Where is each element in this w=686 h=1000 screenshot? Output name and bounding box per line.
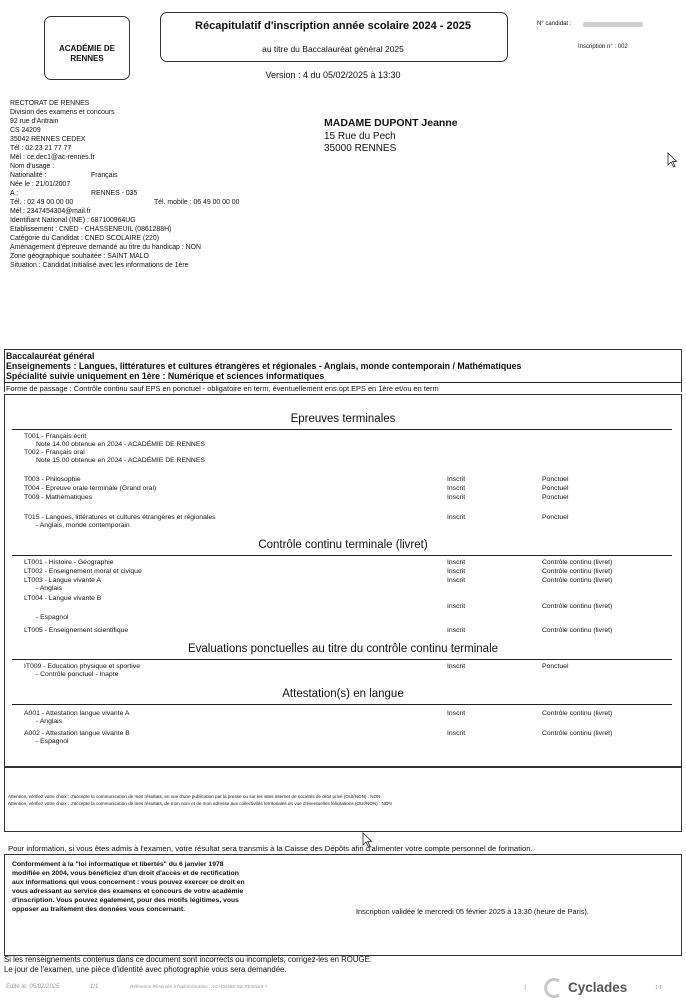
course-form: Ponctuel [542,663,569,670]
course-code: IT009 - Education physique et sportive [24,663,140,670]
academy-name [45,44,129,64]
course-status: Inscrit [447,663,466,670]
footer-number: 1 [524,985,527,991]
birth-place-label: A : [10,190,19,197]
candidate-number-redacted [583,22,643,27]
course-code: T009 - Mathématiques [24,494,93,501]
section-title-evaluations: Evaluations ponctuelles au titre du contrôle continu terminale [187,643,499,655]
bac-enseignements: Enseignements : Langues, littératures et cultures étrangères et régionales - Anglais, monde contemporain / Mathématiques [6,361,522,371]
cnil-line: opposer au traitement des données vous concernant. [12,906,185,913]
course-code: T001 - Français écrit [24,433,87,440]
validation-date: Inscription validée le mercredi 05 février 2025 à 13:30 (heure de Paris). [356,907,589,916]
section-divider [12,659,672,660]
nationalite-value: Français [91,172,118,179]
mobile-phone: Tél. mobile : 06 49 00 00 00 [154,199,240,206]
course-status: Inscrit [447,485,466,492]
course-code: T004 - Epreuve orale terminale (Grand oral) [24,485,157,492]
candidate-email: Mél : 2347454304@mail.fr [10,208,91,215]
course-code: T003 - Philosophie [24,476,81,483]
course-sub: - Contrôle ponctuel - Inapte [36,671,119,678]
course-form: Contrôle continu (livret) [542,559,613,566]
course-sub: - Espagnol [36,614,69,621]
course-note: Note 15.00 obtenue en 2024 - ACADÉMIE DE RENNES [36,457,205,464]
course-form: Contrôle continu (livret) [542,603,613,610]
phone: Tél. : 02 49 00 00 00 [10,199,74,206]
section-divider [12,704,672,705]
cnil-line: vous adressant au service des examens et concours de votre académie [12,888,244,895]
sender-line: RECTORAT DE RENNES [10,100,90,107]
section-divider [12,555,672,556]
course-status: Inscrit [447,476,466,483]
course-sub: - Anglais [36,585,63,592]
sender-line: Tél : 02 23 21 77 77 [10,145,72,152]
inscription-number: Inscription n° : 002 [578,44,628,50]
academy-name-line1: ACADÉMIE DE [58,44,115,53]
sender-line: CS 24209 [10,127,41,134]
bac-specialite: Spécialité suivie uniquement en 1ère : Numérique et sciences informatiques [6,371,325,381]
recipient-name: MADAME DUPONT Jeanne [324,117,458,129]
sender-line: 92 rue d'Antrain [10,118,59,125]
footer-page: 1/1 [90,984,99,990]
sender-line: 35042 RENNES CEDEX [10,136,86,143]
categorie: Catégorie du Candidat : CNED SCOLAIRE (220) [10,235,159,242]
course-form: Contrôle continu (livret) [542,577,613,584]
course-code: LT003 - Langue vivante A [24,577,101,584]
bottom-note: Le jour de l'examen, une pièce d'identité avec photographie vous sera demandée. [4,965,287,974]
course-status: Inscrit [447,627,466,634]
nom-usage: Nom d'usage : [10,163,55,170]
amenagement: Aménagement d'épreuve demandé au titre du handicap : NON [10,244,201,251]
section-divider [12,429,672,430]
sender-email: Mél : ce.dec1@ac-rennes.fr [10,154,95,161]
cnil-line: d'inscription. Vous pouvez également, pour des motifs légitimes, vous [12,897,239,904]
course-sub: - Espagnol [36,738,69,745]
info-caisse: Pour information, si vous êtes admis à l'examen, votre résultat sera transmis à la Caisse des Dépôts afin d'alimenter votre compte personnel de formation. [8,844,533,853]
attention-line: Attention, vérifiez votre choix : J'accepte la communication de mes résultats, en vue d'une publication par la presse ou sur les sites internet de sociétés de droit privé (OUI/NON) : NON [8,794,381,799]
academy-name-line2: RENNES [70,54,104,63]
course-sub: - Anglais, monde contemporain [36,522,130,529]
course-form: Ponctuel [542,485,569,492]
footer-reference: Référence Réservée à l'administration : ACADÉMIE DE RENNES ? [130,984,268,989]
recipient-address1: 15 Rue du Pech [324,131,396,142]
footer-page-right: 1/1 [655,985,662,991]
course-code: A002 - Attestation langue vivante B [24,730,130,737]
cyclades-brand [568,980,627,995]
attention-line: Attention, vérifiez votre choix : J'accepte la communication de mes résultats, de mon nom et de mon adresse aux collectivités territoriales en vue d'éventuelles félicitations (OUI/NON) : NON [8,801,392,806]
situation: Situation : Candidat initialisé avec les informations de 1ère [10,262,189,269]
course-form: Contrôle continu (livret) [542,710,613,717]
course-code: T015 - Langues, littératures et cultures étrangères et régionales [24,514,216,521]
cyclades-logo-icon [542,978,564,998]
mouse-cursor-icon [667,152,678,168]
etablissement: Etablissement : CNED - CHASSENEUIL (0861288H) [10,226,172,233]
bottom-note: Si les renseignements contenus dans ce document sont incorrects ou incomplets, corrigez-les en ROUGE. [4,955,372,964]
course-form: Contrôle continu (livret) [542,627,613,634]
course-form: Contrôle continu (livret) [542,730,613,737]
course-sub: - Anglais [36,718,63,725]
course-code: A001 - Attestation langue vivante A [24,710,130,717]
course-code: LT001 - Histoire - Géographie [24,559,114,566]
course-status: Inscrit [447,568,466,575]
course-status: Inscrit [447,577,466,584]
course-status: Inscrit [447,559,466,566]
forme-passage: Forme de passage : Contrôle continu sauf EPS en ponctuel - obligatoire en term, éventuellement ens.opt.EPS en 1ère et/ou en term [6,384,439,393]
section-title-epreuves: Epreuves terminales [290,413,396,425]
mouse-cursor-icon [362,832,373,848]
course-code: T002 - Français oral [24,449,85,456]
course-status: Inscrit [447,494,466,501]
cnil-line: modifiée en 2004, vous bénéficiez d'un droit d'accès et de rectification [12,870,239,877]
ine: Identifiant National (INE) : 687100964UG [10,217,136,224]
course-status: Inscrit [447,730,466,737]
document-title: Récapitulatif d'inscription année scolaire 2024 - 2025 [195,20,471,32]
document-subtitle: au titre du Baccalauréat général 2025 [262,44,404,54]
footer-edited: Edité le: 05/02/2025 [6,984,60,990]
birth-place-value: RENNES - 035 [91,190,138,197]
course-note: Note 14.00 obtenue en 2024 - ACADÉMIE DE RENNES [36,441,205,448]
course-form: Ponctuel [542,494,569,501]
sender-line: Division des examens et concours [10,109,115,116]
version-label: Version : 4 du 05/02/2025 à 13:30 [265,70,401,80]
course-status: Inscrit [447,514,466,521]
course-status: Inscrit [447,710,466,717]
section-title-attestations: Attestation(s) en langue [282,688,404,700]
course-code: LT004 - Langue vivante B [24,595,102,602]
section-title-controle: Contrôle continu terminale (livret) [258,539,428,551]
cnil-line: Conformément à la "loi informatique et libertés" du 6 janvier 1978 [12,861,224,868]
birth-date: Née le : 21/01/2007 [10,181,71,188]
zone: Zone géographique souhaitée : SAINT MALO [10,253,149,260]
divider [4,382,682,383]
cnil-line: aux informations qui vous concernent : vous pouvez exercer ce droit en [12,879,245,886]
course-code: LT005 - Enseignement scientifique [24,627,129,634]
candidate-number-label: N° candidat : [537,21,572,27]
course-form: Ponctuel [542,476,569,483]
course-code: LT002 - Enseignement moral et civique [24,568,142,575]
course-form: Contrôle continu (livret) [542,568,613,575]
nationalite-label: Nationalité : [10,172,47,179]
course-status: Inscrit [447,603,466,610]
academy-logo-box [44,16,130,80]
cyclades-brand-text: Cyclades [568,980,628,995]
course-form: Ponctuel [542,514,569,521]
recipient-address2: 35000 RENNES [324,143,397,154]
bac-title: Baccalauréat général [6,351,95,361]
